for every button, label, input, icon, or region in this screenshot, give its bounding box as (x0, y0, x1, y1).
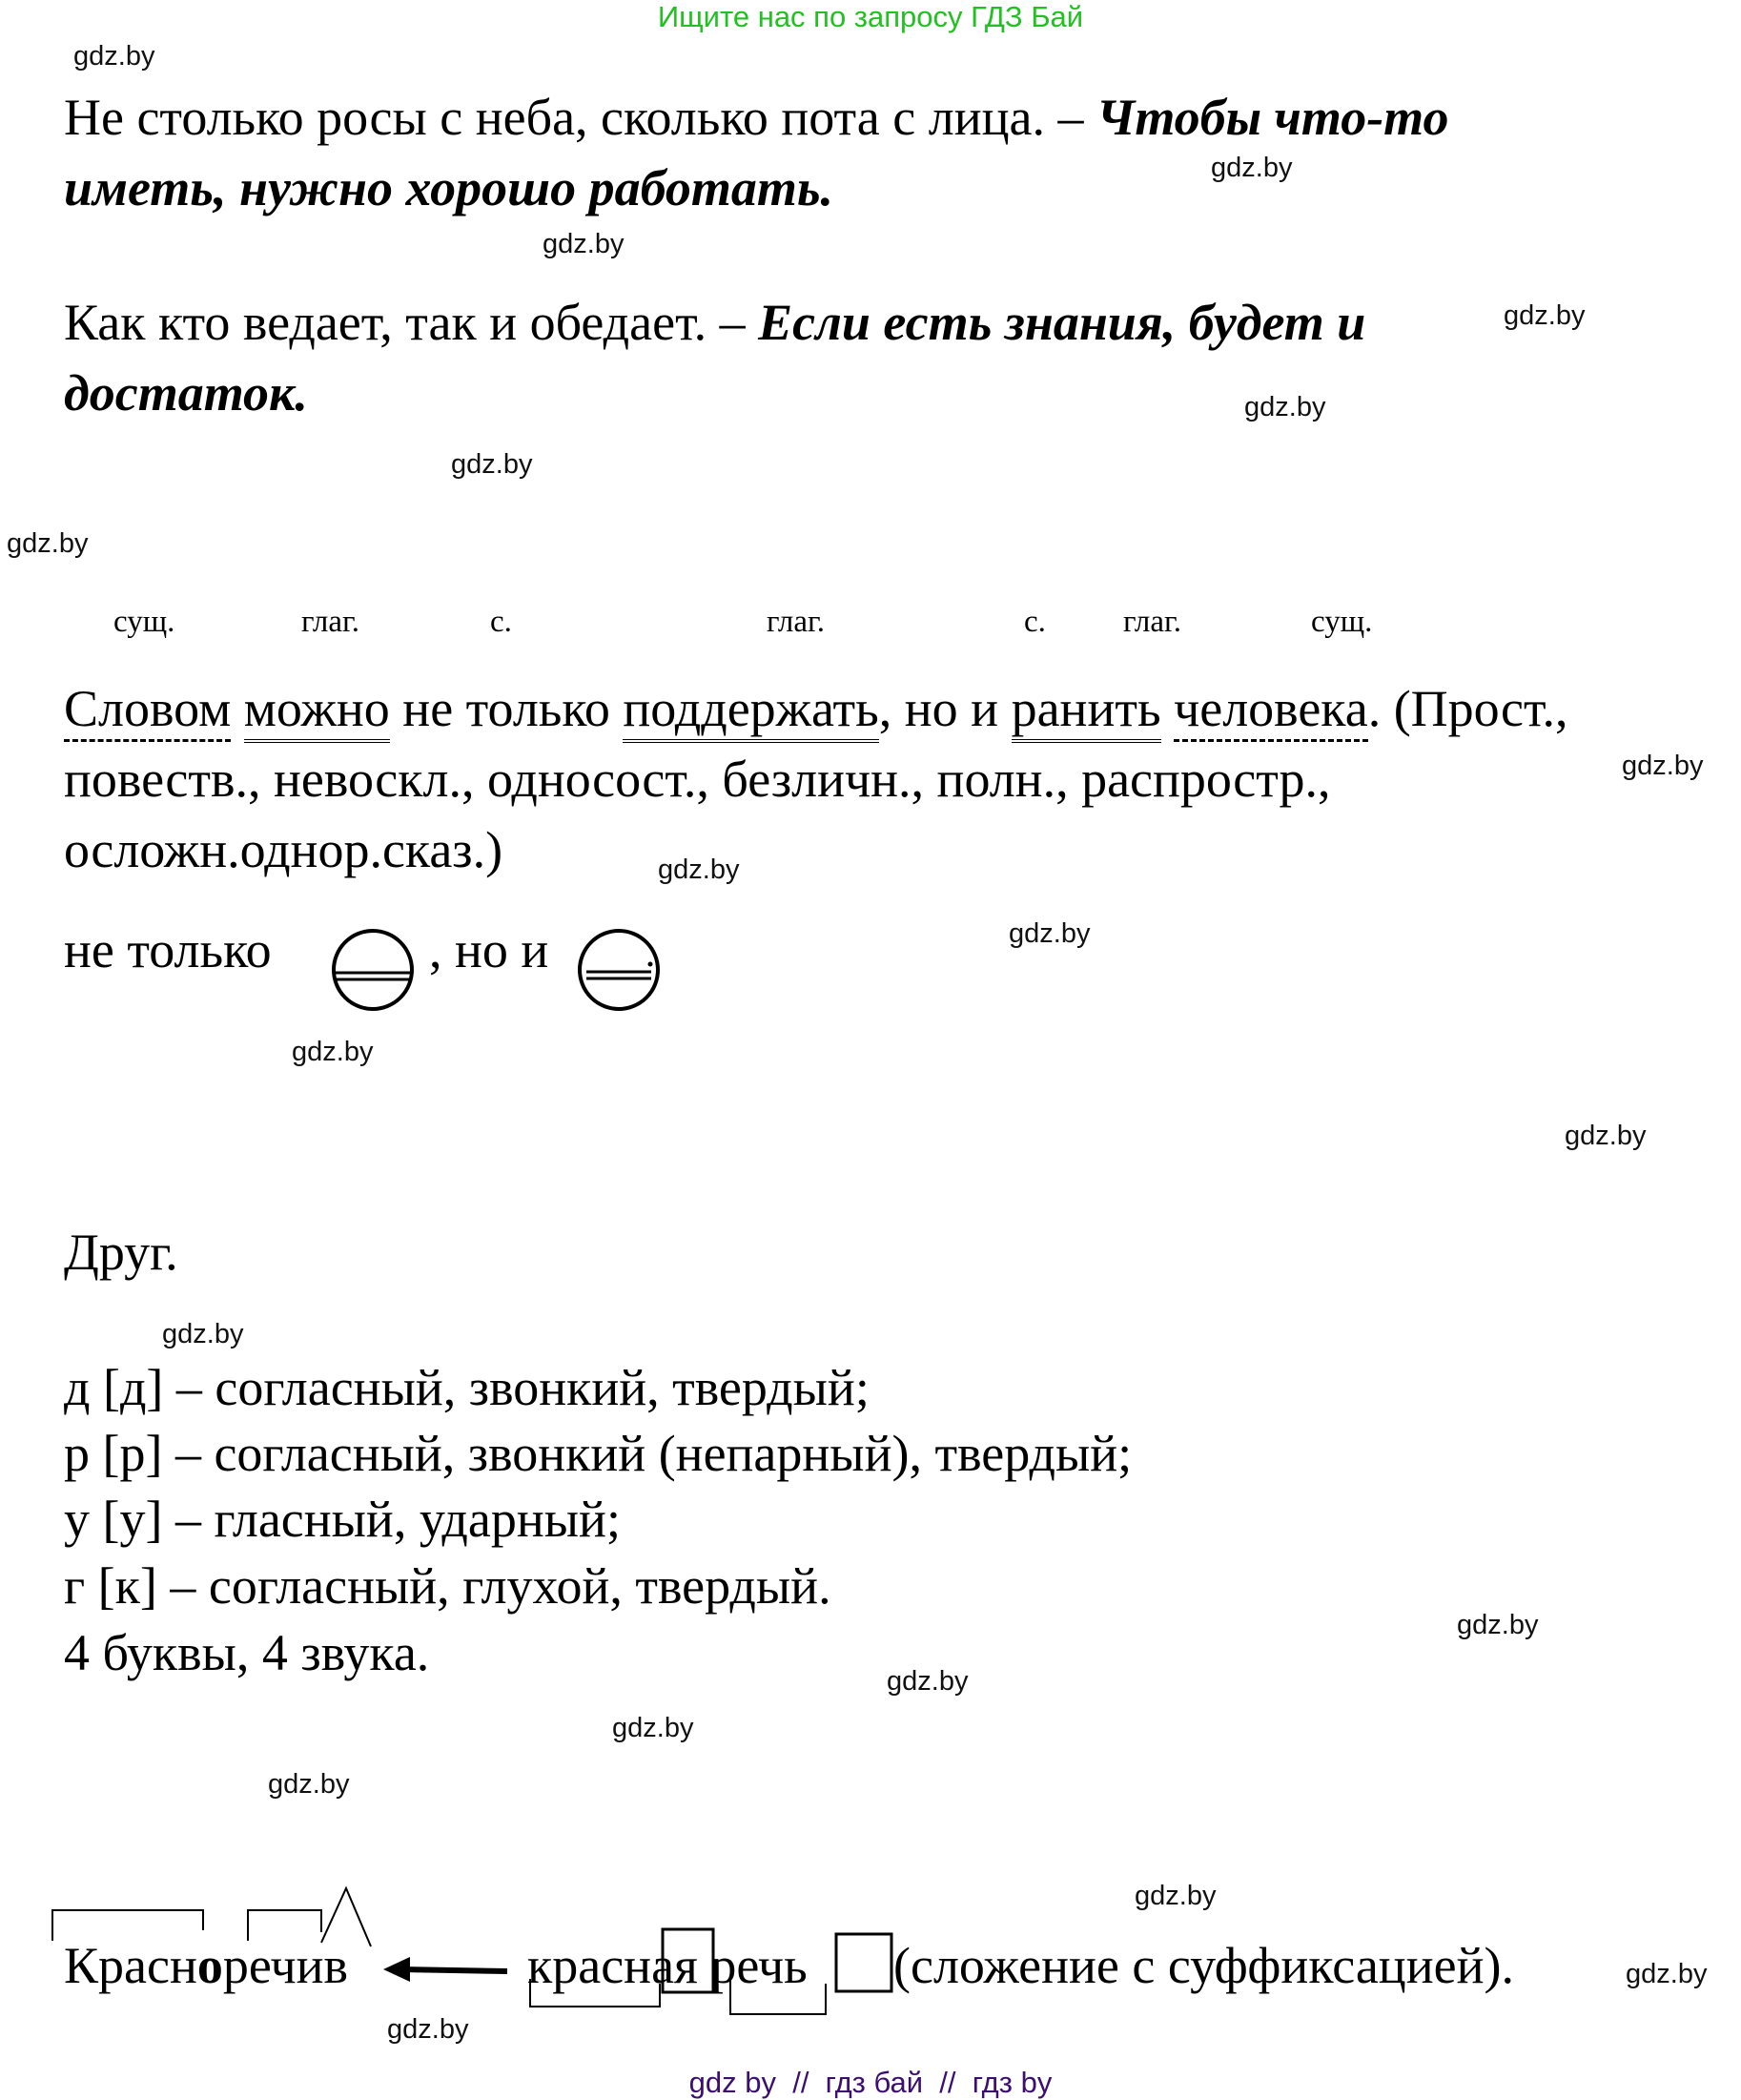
watermark: gdz.by (73, 41, 155, 72)
subject-word: Словом (64, 680, 231, 742)
watermark: gdz.by (7, 528, 89, 559)
watermark: gdz.by (1565, 1121, 1647, 1151)
watermark: gdz.by (658, 854, 740, 885)
derived-word-part: речив (222, 1937, 349, 1994)
scheme-part-1: не только (64, 921, 272, 978)
pos-label: с. (1024, 605, 1046, 639)
watermark: gdz.by (612, 1713, 694, 1743)
pos-label: сущ. (113, 605, 175, 639)
predicate-word: поддержать (623, 680, 878, 743)
source-word: речь (710, 1937, 808, 1994)
sentence-text: , но и (878, 680, 1012, 737)
watermark: gdz.by (1457, 1610, 1539, 1640)
watermark: gdz.by (887, 1666, 969, 1697)
proverb-1-text: Не столько росы с неба, сколько пота с лица. – (64, 89, 1084, 146)
watermark: gdz.by (1009, 918, 1091, 949)
pos-label: глаг. (301, 605, 360, 639)
proverb-1-meaning-cont: иметь, нужно хорошо работать. (64, 159, 834, 216)
phonetic-summary: 4 буквы, 4 звука. (64, 1624, 430, 1681)
phonetic-line: у [у] – гласный, ударный; (64, 1491, 621, 1548)
watermark: gdz.by (1626, 1959, 1708, 1989)
footer-links[interactable]: gdz by // гдз бай // гдз by (688, 2066, 1053, 2099)
watermark: gdz.by (1135, 1881, 1217, 1911)
search-banner[interactable]: Ищите нас по запросу ГДЗ Бай (657, 0, 1084, 33)
proverb-2-meaning-cont: достаток. (64, 364, 308, 422)
proverb-2-meaning: Если есть знания, будет и (758, 294, 1366, 351)
proverb-1-meaning: Чтобы что-то (1096, 89, 1449, 146)
sentence-text: . (Прост., (1367, 680, 1568, 737)
watermark: gdz.by (292, 1037, 374, 1067)
watermark: gdz.by (268, 1769, 350, 1800)
watermark: gdz.by (1622, 751, 1704, 781)
phonetic-line: г [к] – согласный, глухой, твердый. (64, 1557, 831, 1615)
watermark: gdz.by (1504, 300, 1586, 331)
pos-label: сущ. (1311, 605, 1373, 639)
source-word-root: красн (527, 1937, 652, 1994)
watermark: gdz.by (1244, 392, 1326, 422)
phonetic-line: р [р] – согласный, звонкий (непарный), твердый; (64, 1425, 1133, 1482)
phonetic-word: Друг. (64, 1224, 178, 1281)
proverb-2-text: Как кто ведает, так и обедает. – (64, 294, 746, 351)
phonetic-line: д [д] – согласный, звонкий, твердый; (64, 1359, 870, 1416)
predicate-word: можно (244, 680, 390, 743)
watermark: gdz.by (162, 1319, 244, 1349)
pos-label: глаг. (767, 605, 826, 639)
sentence-text: не только (389, 680, 624, 737)
object-word: человека (1174, 680, 1368, 742)
derived-word-part: Красн (64, 1937, 197, 1994)
sentence-characteristics: повеств., невоскл., односост., безличн., полн., распростр., (64, 751, 1331, 808)
sentence-characteristics-cont: осложн.однор.сказ.) (64, 821, 503, 878)
watermark: gdz.by (1211, 153, 1293, 183)
watermark: gdz.by (451, 449, 533, 480)
watermark: gdz.by (543, 229, 625, 259)
scheme-part-2: , но и (429, 921, 549, 978)
source-word-ending: ая (651, 1937, 698, 1994)
predicate-word: ранить (1012, 680, 1161, 743)
pos-label: глаг. (1123, 605, 1182, 639)
watermark: gdz.by (387, 2014, 469, 2045)
pos-label: с. (490, 605, 512, 639)
formation-method: (сложение с суффиксацией). (893, 1937, 1514, 1994)
linking-vowel: о (196, 1937, 223, 1994)
source-phrase (527, 1937, 808, 1994)
